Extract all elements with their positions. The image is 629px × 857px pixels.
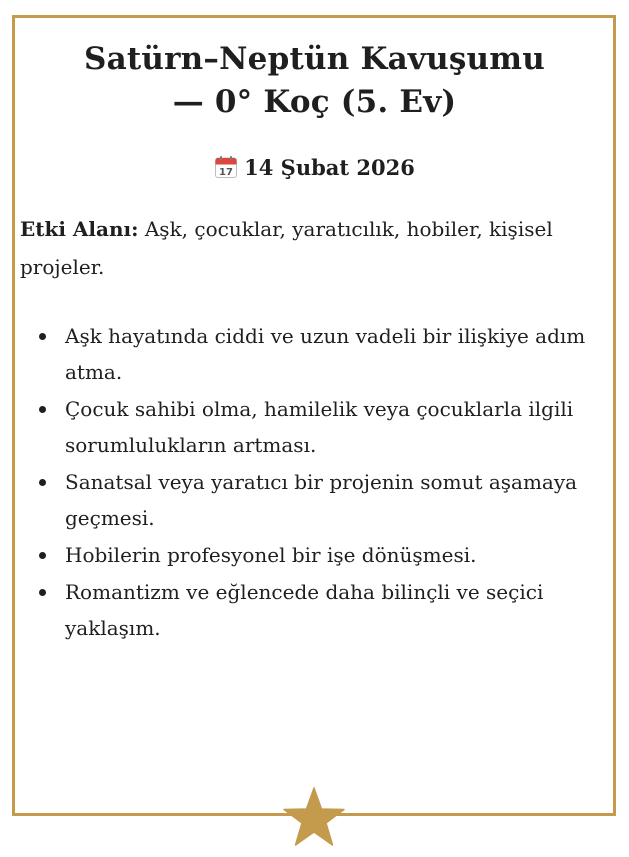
list-item-text: Çocuk sahibi olma, hamilelik veya çocuklarla ilgili sorumlulukların artması. — [65, 397, 574, 457]
title-line-2: — 0° Koç (5. Ev) — [172, 84, 457, 120]
impact-label: Etki Alanı: — [20, 217, 139, 241]
list-item — [20, 464, 605, 536]
star-icon — [281, 787, 347, 847]
impact-paragraph — [20, 210, 605, 286]
page-title — [20, 38, 609, 124]
date-text: 14 Şubat 2026 — [244, 155, 415, 180]
list-item — [20, 574, 605, 646]
title-line-1: Satürn–Neptün Kavuşumu — [84, 41, 545, 77]
effects-list — [20, 318, 605, 647]
svg-text:17: 17 — [219, 167, 234, 178]
date-row — [0, 153, 629, 183]
calendar-icon — [214, 155, 238, 179]
bullet-dot — [39, 589, 46, 596]
list-item-text: Hobilerin profesyonel bir işe dönüşmesi. — [65, 543, 477, 567]
list-item — [20, 391, 605, 463]
bullet-dot — [39, 406, 46, 413]
list-item — [20, 537, 605, 573]
bullet-dot — [39, 479, 46, 486]
impact-text: Aşk, çocuklar, yaratıcılık, hobiler, kişisel projeler. — [20, 217, 553, 279]
list-item — [20, 318, 605, 390]
list-item-text: Romantizm ve eğlencede daha bilinçli ve seçici yaklaşım. — [65, 580, 544, 640]
list-item-text: Sanatsal veya yaratıcı bir projenin somut aşamaya geçmesi. — [65, 470, 578, 530]
list-item-text: Aşk hayatında ciddi ve uzun vadeli bir ilişkiye adım atma. — [65, 324, 586, 384]
bullet-dot — [39, 552, 46, 559]
bullet-dot — [39, 333, 46, 340]
